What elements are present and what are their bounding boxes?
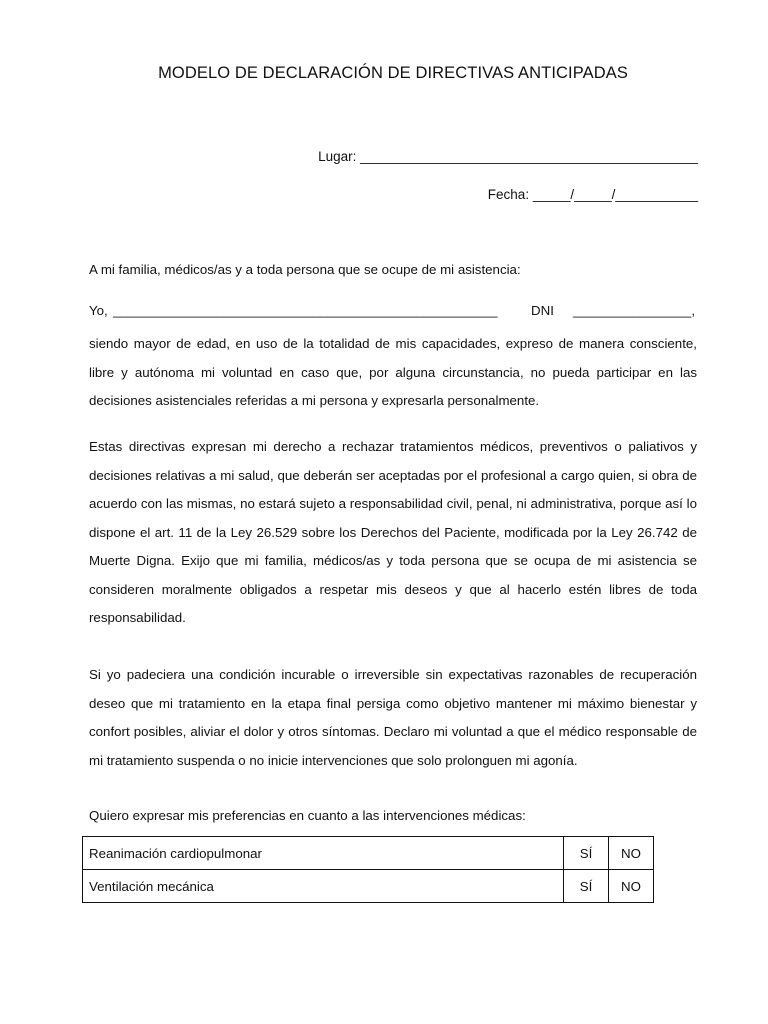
yes-option: SÍ — [564, 870, 609, 903]
preferences-intro: Quiero expresar mis preferencias en cuanto a las intervenciones médicas: — [89, 808, 526, 823]
fecha-field: Fecha: _____/_____/___________ — [487, 187, 698, 202]
dni-label: DNI — [531, 303, 554, 318]
paragraph-capacity: siendo mayor de edad, en uso de la totalidad de mis capacidades, expreso de manera consciente, libre y autónoma mi voluntad en caso que, por alguna circunstancia, no pueda participar en las decisiones asistenciales referidas a mi persona y expresarla personalmente. — [89, 336, 697, 408]
table-row — [83, 837, 654, 870]
no-option: NO — [609, 837, 654, 870]
procedure-cell: Reanimación cardiopulmonar — [83, 837, 564, 870]
table-row — [83, 870, 654, 903]
greeting-text: A mi familia, médicos/as y a toda persona que se ocupe de mi asistencia: — [89, 262, 521, 277]
procedure-cell: Ventilación mecánica — [83, 870, 564, 903]
yo-label: Yo, — [89, 303, 108, 318]
no-option: NO — [609, 870, 654, 903]
paragraph-end-of-life: Si yo padeciera una condición incurable o irreversible sin expectativas razonables de recuperación deseo que mi tratamiento en la etapa final persiga como objetivo mantener mi máximo bienestar y confort posibles, aliviar el dolor y otros síntomas. Declaro mi voluntad a que el médico responsable de mi tratamiento suspenda o no inicie intervenciones que solo prolonguen mi agonía. — [89, 667, 697, 768]
document-title: MODELO DE DECLARACIÓN DE DIRECTIVAS ANTICIPADAS — [158, 64, 628, 82]
dni-blank: ________________, — [573, 303, 696, 318]
preferences-table — [82, 836, 654, 903]
paragraph-rights: Estas directivas expresan mi derecho a rechazar tratamientos médicos, preventivos o paliativos y decisiones relativas a mi salud, que deberán ser aceptadas por el profesional a cargo quien, si obra de acuerdo con las mismas, no estará sujeto a responsabilidad civil, penal, ni administrativa, porque así lo dispone el art. 11 de la Ley 26.529 sobre los Derechos del Paciente, modificada por la Ley 26.742 de Muerte Digna. Exijo que mi familia, médicos/as y toda persona que se ocupa de mi asistencia se consideren moralmente obligados a respetar mis deseos y que al hacerlo estén libres de toda responsabilidad. — [89, 439, 697, 625]
name-blank: ____________________________________________________ — [113, 303, 498, 318]
yes-option: SÍ — [564, 837, 609, 870]
lugar-field: Lugar: _____________________________________________ — [318, 149, 698, 164]
